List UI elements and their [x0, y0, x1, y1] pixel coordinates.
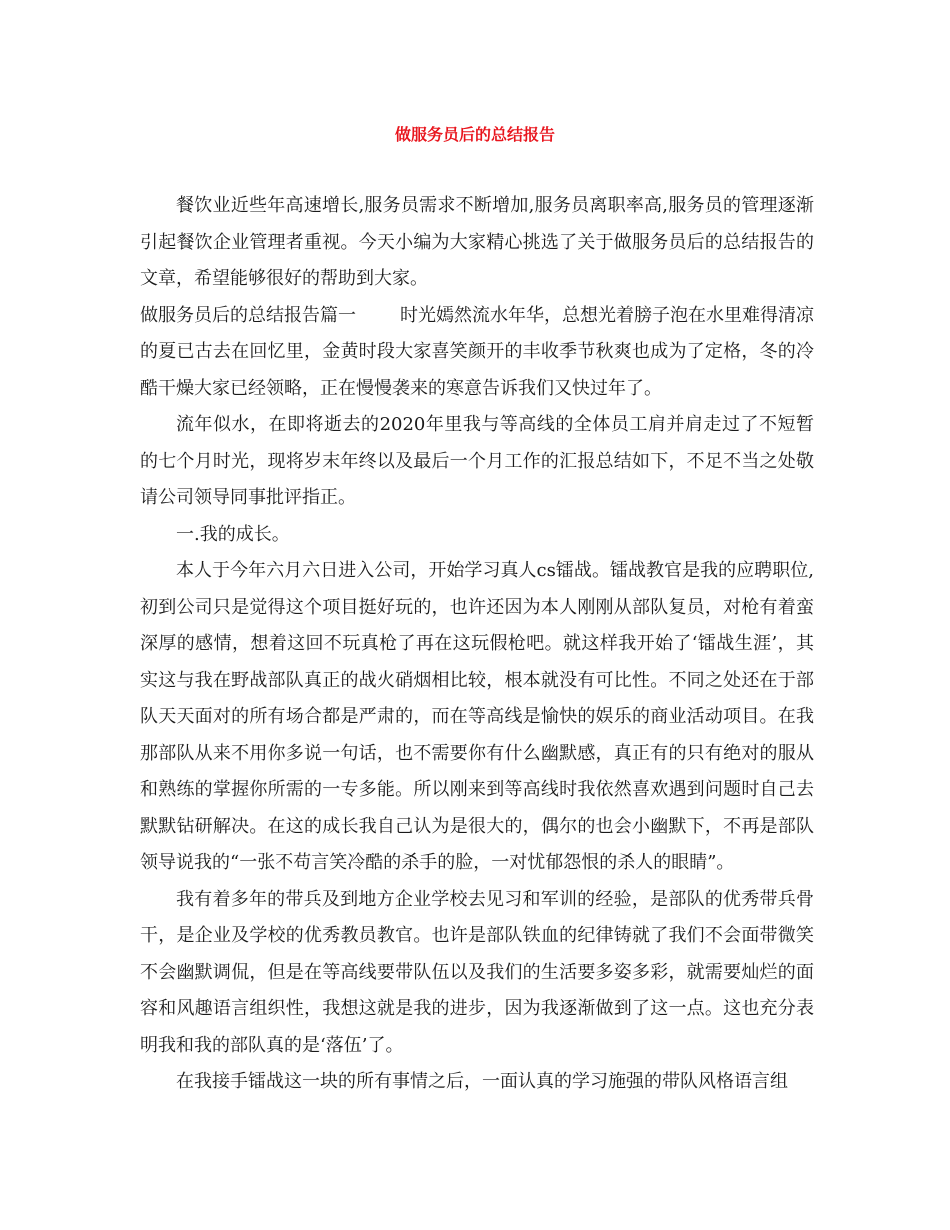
paragraph-section-one [140, 298, 814, 408]
paragraph-year-summary: 流年似水，在即将逝去的2020年里我与等高线的全体员工肩并肩走过了不短暂的七个月时光，现将岁末年终以及最后一个月工作的汇报总结如下，不足不当之处敬请公司领导同事批评指正。 [140, 414, 814, 508]
paragraph-continuation: 在我接手镭战这一块的所有事情之后，一面认真的学习施强的带队风格语言组 [176, 1071, 788, 1092]
paragraph-subheading-growth: 一.我的成长。 [176, 523, 290, 545]
paragraph-experience: 我有着多年的带兵及到地方企业学校去见习和军训的经验，是部队的优秀带兵骨干，是企业及学校的优秀教员教官。也许是部队铁血的纪律铸就了我们不会面带微笑不会幽默调侃，但是在等高线要带队伍以及我们的生活要多姿多彩，就需要灿烂的面容和风趣语言组织性，我想这就是我的进步，因为我逐渐做到了这一点。这也充分表明我和我的部队真的是‘落伍’了。 [140, 888, 814, 1056]
document-body [140, 188, 814, 1101]
section-heading: 做服务员后的总结报告篇一 [140, 304, 356, 326]
paragraph-intro: 餐饮业近些年高速增长,服务员需求不断增加,服务员离职率高,服务员的管理逐渐引起餐饮企业管理者重视。今天小编为大家精心挑选了关于做服务员后的总结报告的文章，希望能够很好的帮助到大家。 [140, 195, 814, 289]
paragraph-growth-detail: 本人于今年六月六日进入公司，开始学习真人cs镭战。镭战教官是我的应聘职位,初到公司只是觉得这个项目挺好玩的，也许还因为本人刚刚从部队复员，对枪有着蛮深厚的感情，想着这回不玩真枪了再在这玩假枪吧。就这样我开始了‘镭战生涯’，其实这与我在野战部队真正的战火硝烟相比较，根本就没有可比性。不同之处还在于部队天天面对的所有场合都是严肃的，而在等高线是愉快的娱乐的商业活动项目。在我那部队从来不用你多说一句话，也不需要你有什么幽默感，真正有的只有绝对的服从和熟练的掌握你所需的一专多能。所以刚来到等高线时我依然喜欢遇到问题时自己去默默钻研解决。在这的成长我自己认为是很大的，偶尔的也会小幽默下，不再是部队领导说我的“一张不苟言笑冷酷的杀手的脸，一对忧郁怨恨的杀人的眼睛”。 [140, 560, 814, 873]
document-title: 做服务员后的总结报告 [394, 125, 555, 144]
section-one-text: 时光嫣然流水年华，总想光着膀子泡在水里难得清凉的夏已古去在回忆里，金黄时段大家喜笑颜开的丰收季节秋爽也成为了定格，冬的冷酷干燥大家已经领略，正在慢慢袭来的寒意告诉我们又快过年了。 [140, 304, 814, 399]
